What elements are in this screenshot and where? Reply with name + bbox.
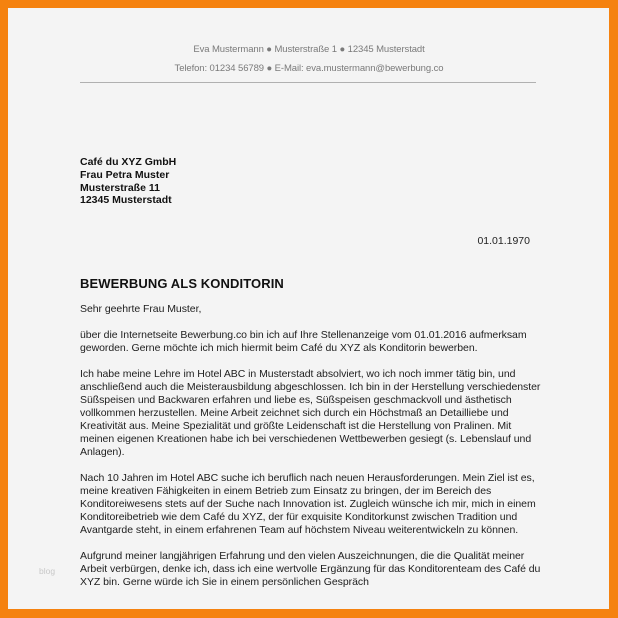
recipient-company: Café du XYZ GmbH (80, 156, 177, 168)
body-paragraph-1: über die Internetseite Bewerbung.co bin ich auf Ihre Stellenanzeige vom 01.01.2016 aufmerksam geworden. Gerne möchte ich mich hiermit beim Café du XYZ als Konditorin bewerben. (80, 329, 527, 354)
sender-address-line: Eva Mustermann ● Musterstraße 1 ● 12345 Musterstadt (193, 44, 425, 55)
recipient-name: Frau Petra Muster (80, 168, 170, 181)
letter-body (80, 303, 542, 602)
recipient-city: 12345 Musterstadt (80, 194, 172, 207)
recipient-street: Musterstraße 11 (80, 181, 160, 194)
watermark-text: blog (39, 566, 56, 576)
sender-contact-line: Telefon: 01234 56789 ● E-Mail: eva.mustermann@bewerbung.co (174, 63, 444, 74)
body-paragraph-2: Ich habe meine Lehre im Hotel ABC in Musterstadt absolviert, wo ich noch immer tätig bin, und anschließend auch die Meisterausbildung abgeschlossen. Ich bin in der Herstellung verschiedenster Süßspeisen und Backwaren erfahren und liebe es, Süßspeisen geschmackvoll und ästhetisch vollkommen herzustellen. Meine Arbeit zeichnet sich durch ein Höchstmaß an Detailliebe und Kreativität aus. Meine Spezialität und größte Leidenschaft ist die Herstellung von Pralinen. Mit meinen eigenen Kreationen habe ich bei verschiedenen Wettbewerben gesiegt (s. Lebenslauf und Anlagen). (80, 368, 541, 458)
salutation: Sehr geehrte Frau Muster, (80, 303, 202, 315)
body-paragraph-4: Aufgrund meiner langjährigen Erfahrung und den vielen Auszeichnungen, die die Qualität meiner Arbeit verbürgen, denke ich, dass ich eine wertvolle Ergänzung für das Konditorenteam des Café du XYZ bin. Gerne würde ich Sie in einem persönlichen Gespräch (80, 550, 541, 588)
recipient-address-block (80, 156, 176, 207)
letter-date: 01.01.1970 (477, 235, 530, 247)
header-divider (80, 82, 536, 83)
body-paragraph-3: Nach 10 Jahren im Hotel ABC suche ich beruflich nach neuen Herausforderungen. Mein Ziel ist es, meine kreativen Fähigkeiten in einem Betrieb zum Einsatz zu bringen, der im Bereich des Konditoreiwesens stets auf der Suche nach Innovation ist. Zugleich wünsche ich mir, mich in einem Konditoreibetrieb wie dem Café du XYZ, der für exquisite Konditorkunst zwischen Tradition und Avantgarde steht, in einem erfahrenen Team auf höchstem Niveau weiterentwickeln zu können. (80, 472, 536, 536)
letter-subject: BEWERBUNG ALS KONDITORIN (80, 276, 284, 291)
